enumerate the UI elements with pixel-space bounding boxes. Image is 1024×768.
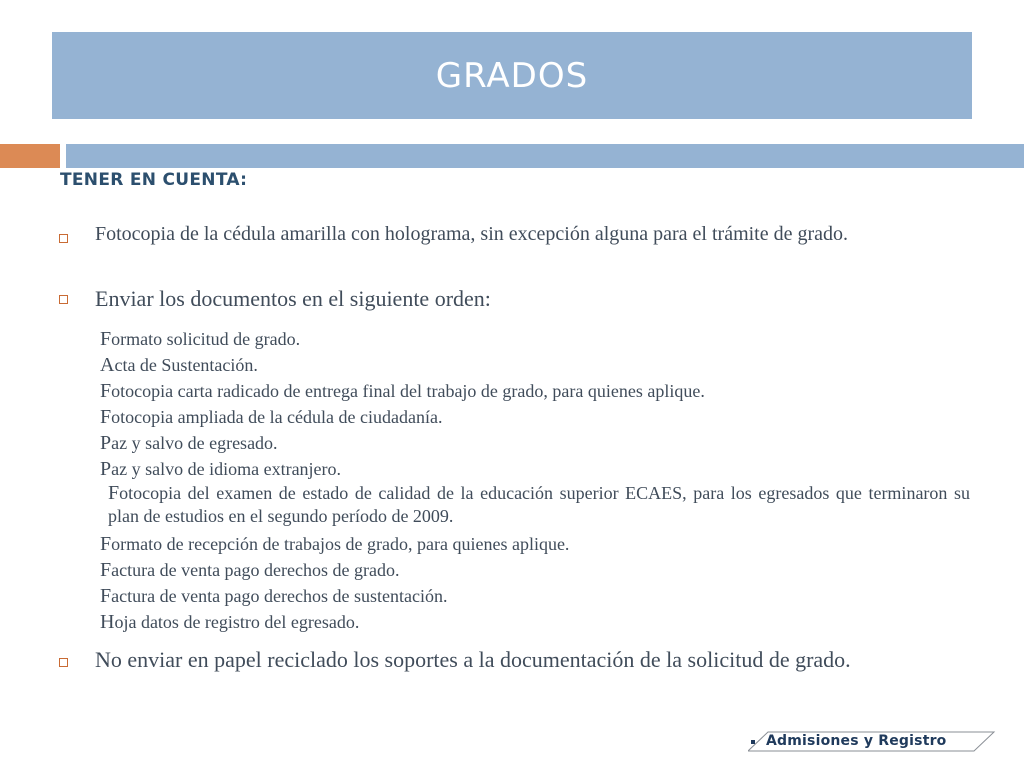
square-bullet-icon — [59, 295, 68, 304]
accent-bar-blue — [66, 144, 1024, 168]
documents-list — [100, 326, 970, 635]
slide-title: GRADOS — [435, 55, 589, 96]
admisiones-registro-logo — [748, 731, 996, 753]
list-item: Fotocopia ampliada de la cédula de ciudadanía. — [100, 406, 443, 428]
list-item: Paz y salvo de idioma extranjero. — [100, 458, 342, 480]
list-item: Hoja datos de registro del egresado. — [100, 611, 360, 633]
logo-text: Admisiones y Registro — [766, 733, 947, 749]
list-item: Fotocopia del examen de estado de calidad de la educación superior ECAES, para los egresados que terminaron su plan de estudios en el segundo período de 2009. — [108, 482, 970, 526]
square-bullet-icon — [59, 658, 68, 667]
list-item: Acta de Sustentación. — [100, 354, 258, 376]
title-bar — [52, 32, 972, 119]
bullet-text-orden: Enviar los documentos en el siguiente orden: — [95, 286, 491, 311]
subheading: TENER EN CUENTA: — [60, 170, 248, 190]
list-item: Factura de venta pago derechos de sustentación. — [100, 585, 448, 607]
list-item: Paz y salvo de egresado. — [100, 432, 278, 454]
list-item: Factura de venta pago derechos de grado. — [100, 559, 400, 581]
list-item: Formato de recepción de trabajos de grado, para quienes aplique. — [100, 533, 570, 555]
list-item: Formato solicitud de grado. — [100, 328, 301, 350]
list-item: Fotocopia carta radicado de entrega final del trabajo de grado, para quienes aplique. — [100, 380, 705, 402]
accent-bar-orange — [0, 144, 60, 168]
bullet-text-papel: No enviar en papel reciclado los soportes a la documentación de la solicitud de grado. — [95, 647, 851, 672]
square-bullet-icon — [59, 234, 68, 243]
bullet-text-cedula: Fotocopia de la cédula amarilla con holograma, sin excepción alguna para el trámite de grado. — [95, 223, 849, 245]
